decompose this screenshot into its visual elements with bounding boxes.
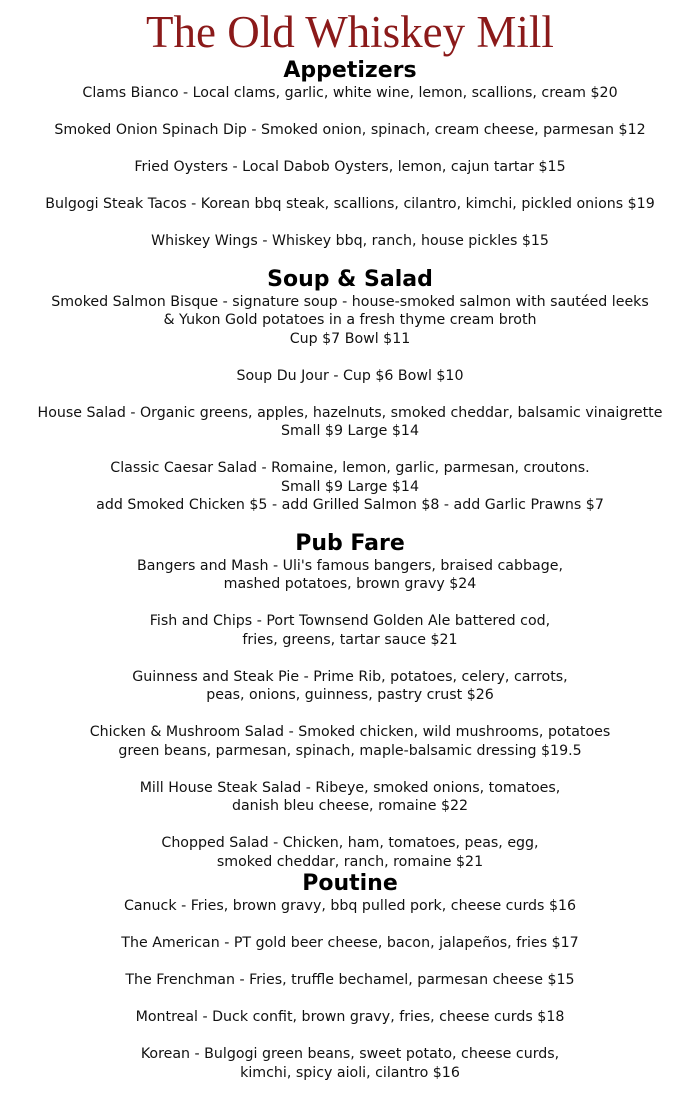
menu-item-caesar-salad xyxy=(0,459,700,515)
menu-item-spinach-dip xyxy=(0,121,700,140)
menu-item-steak-pie xyxy=(0,668,700,705)
menu-item-canuck xyxy=(0,897,700,916)
menu-item-line: The Frenchman - Fries, truffle bechamel, parmesan cheese $15 xyxy=(125,972,575,988)
menu-item-line: Chicken & Mushroom Salad - Smoked chicken, wild mushrooms, potatoes xyxy=(89,724,611,740)
menu-item-chicken-mushroom-salad xyxy=(0,723,700,760)
menu-item-line: Clams Bianco - Local clams, garlic, white wine, lemon, scallions, cream $20 xyxy=(82,85,618,101)
menu-item-fish-and-chips xyxy=(0,612,700,649)
menu-item-soup-du-jour xyxy=(0,367,700,386)
menu-item-korean xyxy=(0,1045,700,1082)
menu-item-line: Montreal - Duck confit, brown gravy, fries, cheese curds $18 xyxy=(135,1009,565,1025)
menu-item-line: & Yukon Gold potatoes in a fresh thyme cream broth xyxy=(163,312,537,328)
menu-item-line: Fish and Chips - Port Townsend Golden Ale battered cod, xyxy=(149,613,551,629)
menu-item-line: Classic Caesar Salad - Romaine, lemon, garlic, parmesan, croutons. xyxy=(110,460,590,476)
menu-item-line: add Smoked Chicken $5 - add Grilled Salmon $8 - add Garlic Prawns $7 xyxy=(96,497,604,513)
menu-item-line: fries, greens, tartar sauce $21 xyxy=(242,631,458,648)
menu-item-steak-salad xyxy=(0,779,700,816)
menu-item-the-american xyxy=(0,934,700,953)
section-heading-poutine: Poutine xyxy=(302,871,398,896)
menu-item-line: Canuck - Fries, brown gravy, bbq pulled pork, cheese curds $16 xyxy=(123,898,577,914)
menu-item-line: kimchi, spicy aioli, cilantro $16 xyxy=(240,1064,460,1081)
menu-item-chopped-salad xyxy=(0,834,700,871)
menu-item-salmon-bisque xyxy=(0,293,700,349)
menu-item-line: peas, onions, guinness, pastry crust $26 xyxy=(206,687,494,703)
section-heading-appetizers: Appetizers xyxy=(283,58,417,83)
menu-title: The Old Whiskey Mill xyxy=(146,7,554,57)
menu-item-line: Chopped Salad - Chicken, ham, tomatoes, peas, egg, xyxy=(161,835,539,851)
menu-item-line: Mill House Steak Salad - Ribeye, smoked onions, tomatoes, xyxy=(139,779,561,796)
menu-item-line: danish bleu cheese, romaine $22 xyxy=(231,798,469,814)
menu-item-line: Cup $7 Bowl $11 xyxy=(289,330,411,347)
menu-item-bangers-and-mash xyxy=(0,557,700,594)
menu-item-line: The American - PT gold beer cheese, bacon, jalapeños, fries $17 xyxy=(121,935,579,951)
menu-item-line: Guinness and Steak Pie - Prime Rib, potatoes, celery, carrots, xyxy=(132,668,568,685)
menu-item-line: green beans, parmesan, spinach, maple-balsamic dressing $19.5 xyxy=(118,742,582,759)
menu-item-line: Small $9 Large $14 xyxy=(281,478,419,495)
menu-item-clams-bianco xyxy=(0,84,700,103)
menu-item-house-salad xyxy=(0,404,700,441)
menu-item-line: Bulgogi Steak Tacos - Korean bbq steak, scallions, cilantro, kimchi, pickled onions $19 xyxy=(45,196,655,212)
menu-item-montreal xyxy=(0,1008,700,1027)
menu-item-fried-oysters xyxy=(0,158,700,177)
menu-item-line: Soup Du Jour - Cup $6 Bowl $10 xyxy=(236,367,464,384)
menu-item-line: Korean - Bulgogi green beans, sweet potato, cheese curds, xyxy=(140,1046,560,1062)
menu-item-bulgogi-tacos xyxy=(0,195,700,214)
menu-item-line: Small $9 Large $14 xyxy=(281,423,419,439)
menu-item-line: House Salad - Organic greens, apples, hazelnuts, smoked cheddar, balsamic vinaigrette xyxy=(37,404,663,421)
section-heading-pub-fare: Pub Fare xyxy=(295,530,405,556)
menu-item-whiskey-wings xyxy=(0,232,700,251)
section-heading-soup-salad: Soup & Salad xyxy=(267,266,433,292)
menu-item-line: Smoked Salmon Bisque - signature soup - house-smoked salmon with sautéed leeks xyxy=(51,293,649,310)
menu-item-line: mashed potatoes, brown gravy $24 xyxy=(223,576,477,592)
menu-item-line: smoked cheddar, ranch, romaine $21 xyxy=(216,853,484,870)
menu-item-line: Whiskey Wings - Whiskey bbq, ranch, house pickles $15 xyxy=(151,233,549,249)
menu-item-line: Fried Oysters - Local Dabob Oysters, lemon, cajun tartar $15 xyxy=(134,159,566,175)
menu-item-line: Smoked Onion Spinach Dip - Smoked onion, spinach, cream cheese, parmesan $12 xyxy=(54,122,646,138)
menu-item-line: Bangers and Mash - Uli's famous bangers, braised cabbage, xyxy=(137,557,563,574)
menu-item-the-frenchman xyxy=(0,971,700,990)
